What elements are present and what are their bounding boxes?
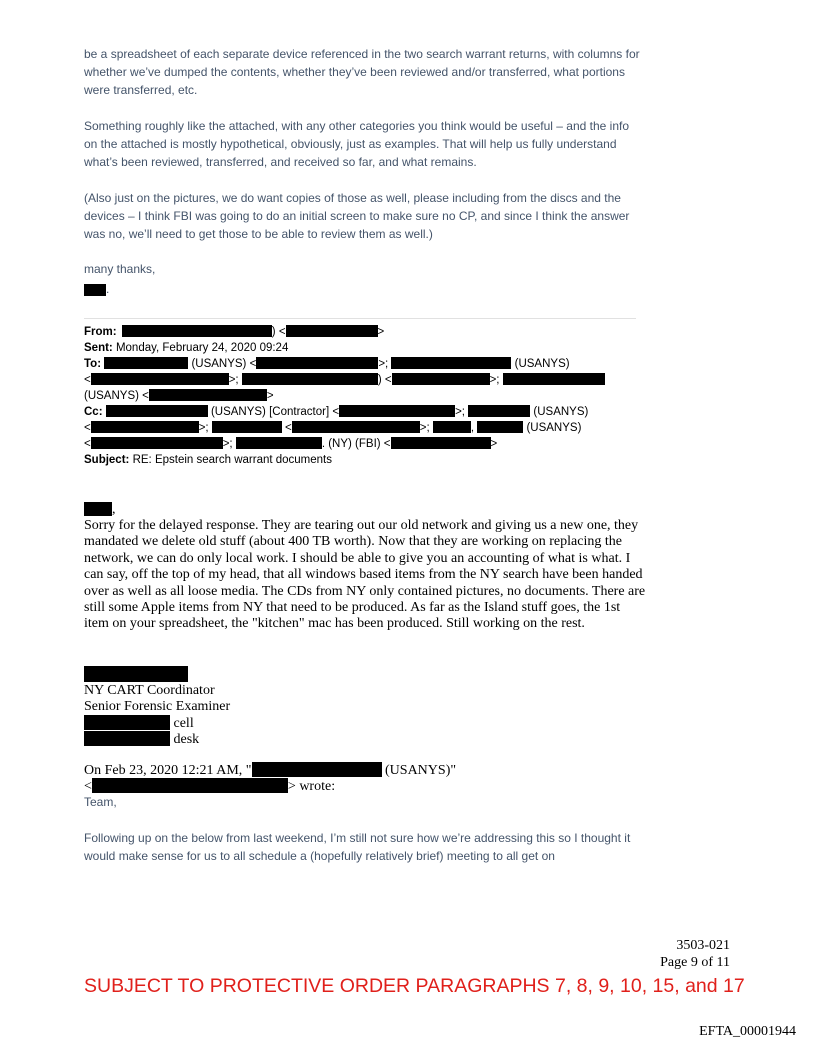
redaction-block: [252, 762, 382, 777]
redaction-block: [106, 405, 208, 417]
redaction-block: [468, 405, 530, 417]
redaction-block: [391, 437, 491, 449]
email-paragraph: Following up on the below from last weekend, I’m still not sure how we’re addressing this so I thought it would make sense for us to all schedule a (hopefully relatively brief) meeting to all get on: [84, 831, 631, 863]
redaction-block: [286, 325, 378, 337]
subject-line: Subject: RE: Epstein search warrant documents: [84, 454, 333, 466]
page-number: Page 9 of 11: [660, 955, 730, 970]
to-line: To: (USANYS) < >; (USANYS): [84, 358, 570, 370]
redaction-block: [242, 373, 378, 385]
redaction-block: [292, 421, 420, 433]
cc-line-cont: < >; < >; , (USANYS): [84, 422, 582, 434]
redaction-block: [391, 357, 511, 369]
email-paragraph: Something roughly like the attached, with any other categories you think would be useful – and the info on the attached is mostly hypothetical, obviously, just as examples. That will help us fully understand what’s been reviewed, transferred, and received so far, and what remains.: [84, 119, 630, 169]
redaction-block: [84, 502, 112, 516]
bates-number: EFTA_00001944: [699, 1024, 796, 1039]
to-line-cont: < >; ) < >;: [84, 372, 644, 388]
redaction-block: [92, 778, 288, 793]
redaction-block: [84, 715, 170, 730]
sent-line: Sent: Monday, February 24, 2020 09:24: [84, 342, 289, 354]
redaction-block: [91, 373, 229, 385]
redaction-block: [392, 373, 490, 385]
email-paragraph: be a spreadsheet of each separate device referenced in the two search warrant returns, with columns for whether we’ve dumped the contents, whether they’ve been reviewed and/or transferred, what portions were transferred, etc.: [84, 47, 640, 97]
redaction-block: [84, 284, 106, 296]
reply-body: Sorry for the delayed response. They are tearing out our old network and giving us a new one, they mandated we delete old stuff (about 400 TB worth). Now that they are working on replacing the network, we can do only local work. I should be able to give you an accounting of what is what. I can say, off the top of my head, that all windows based items from the NY search have been handed over as well as all loose media. The CDs from NY only contained pictures, no documents. There are still some Apple items from NY that need to be produced. As far as the Island stuff goes, the 1st item on your spreadsheet, the "kitchen" mac has been produced. Still working on the rest.: [84, 518, 646, 632]
quote-header: On Feb 23, 2020 12:21 AM, " (USANYS)": [84, 763, 457, 778]
header-divider: [84, 318, 636, 319]
redaction-block: [122, 325, 272, 337]
email-closing: many thanks,: [84, 262, 156, 276]
redaction-block: [84, 731, 170, 746]
cc-line-cont: < >; . (NY) (FBI) < >: [84, 438, 498, 450]
redaction-block: [91, 421, 199, 433]
signature-cell: cell: [84, 715, 194, 732]
from-line: From: ) < >: [84, 326, 385, 338]
redaction-block: [236, 437, 322, 449]
email-paragraph: (Also just on the pictures, we do want copies of those as well, please including from the discs and the devices – I think FBI was going to do an initial screen to make sure no CP, and since I think the answer was no, we’ll need to get those to be able to review them as well.): [84, 191, 630, 241]
redaction-block: [433, 421, 471, 433]
redaction-block: [104, 357, 188, 369]
greeting: Team,: [84, 795, 117, 809]
redaction-block: [84, 666, 188, 682]
protective-order-notice: SUBJECT TO PROTECTIVE ORDER PARAGRAPHS 7, 8, 9, 10, 15, and 17: [84, 975, 745, 997]
redaction-block: [503, 373, 605, 385]
signature-desk: desk: [84, 731, 199, 748]
redaction-block: [256, 357, 378, 369]
email-header: [84, 324, 644, 468]
to-line-cont: (USANYS) < >: [84, 390, 274, 402]
cc-line: Cc: (USANYS) [Contractor] < >; (USANYS): [84, 406, 589, 418]
redaction-block: [91, 437, 223, 449]
signature-title: NY CART Coordinator: [84, 683, 215, 698]
redaction-block: [149, 389, 267, 401]
redaction-block: [339, 405, 455, 417]
quote-wrote: < > wrote:: [84, 779, 336, 794]
document-number: 3503-021: [676, 938, 730, 953]
signature-title: Senior Forensic Examiner: [84, 699, 231, 714]
redaction-block: [477, 421, 523, 433]
redaction-block: [212, 421, 282, 433]
